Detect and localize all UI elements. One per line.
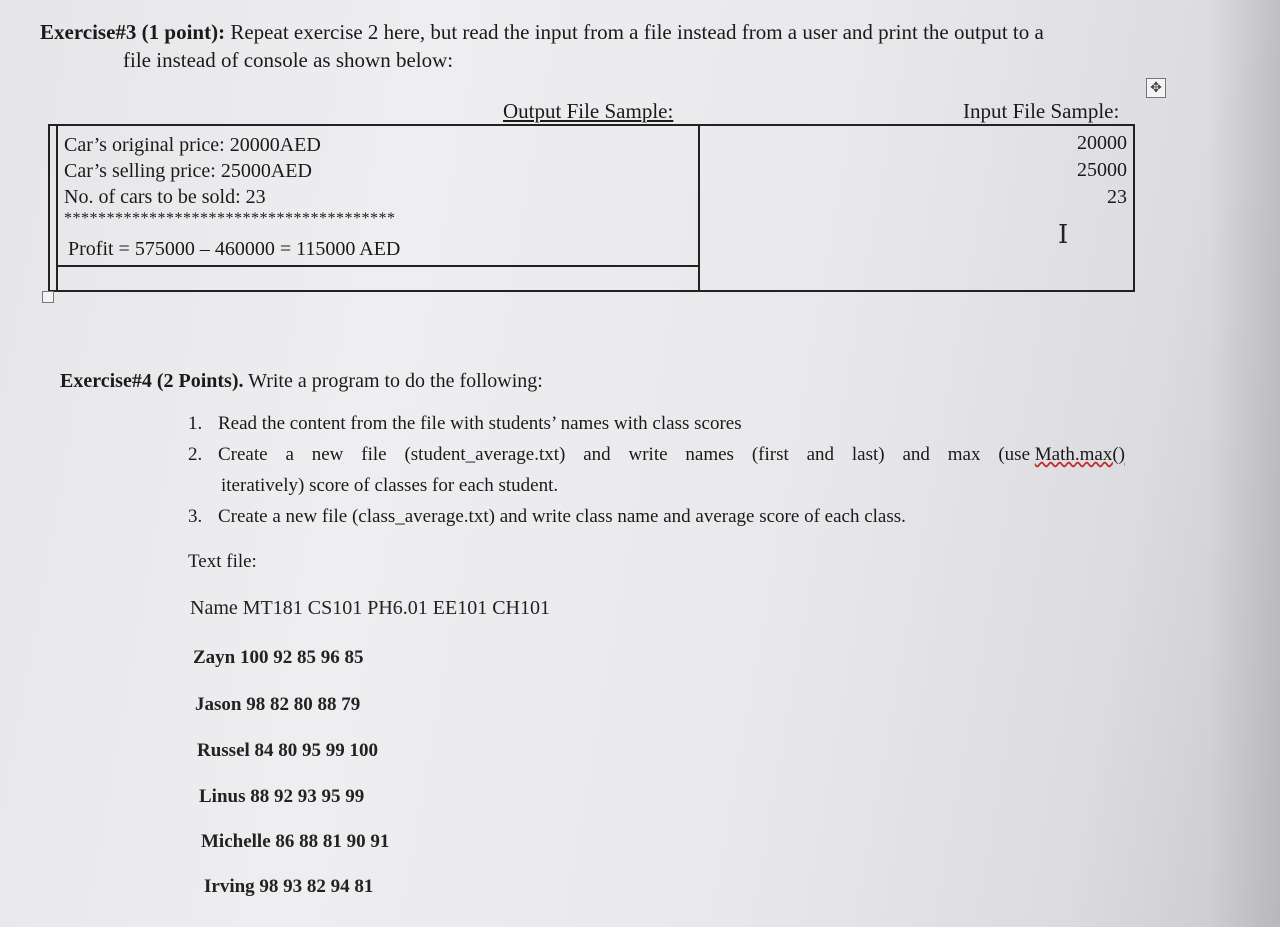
- list-item: [188, 439, 1138, 470]
- word-group: [998, 439, 1125, 470]
- list-item: [188, 501, 1138, 532]
- word: (use: [998, 444, 1031, 465]
- file-row: Linus 88 92 93 95 99: [199, 786, 365, 807]
- table-row-divider: [58, 265, 698, 267]
- file-row: Jason 98 82 80 88 79: [195, 694, 361, 715]
- word: write: [628, 444, 668, 465]
- word: new: [311, 444, 344, 465]
- file-row: Michelle 86 88 81 90 91: [201, 831, 390, 852]
- word: names: [685, 444, 734, 465]
- output-profit-line: Profit = 575000 – 460000 = 115000 AED: [68, 238, 401, 260]
- output-sample-cell: [64, 132, 321, 210]
- word: (student_average.txt): [404, 444, 566, 465]
- word: and: [902, 444, 930, 465]
- exercise3-text-line2: file instead of console as shown below:: [123, 48, 454, 72]
- word: max: [947, 444, 981, 465]
- output-file-header: Output File Sample:: [503, 99, 674, 123]
- exercise3-text-line1: Repeat exercise 2 here, but read the input from a file instead from a user and print the output to a: [225, 20, 1044, 44]
- list-item-number: 3.: [188, 506, 203, 527]
- input-value-selling: 25000: [1077, 159, 1127, 181]
- list-item: [188, 408, 1138, 439]
- input-value-count: 23: [1107, 186, 1127, 208]
- resize-handle-icon[interactable]: [42, 291, 54, 303]
- file-row: Zayn 100 92 85 96 85: [193, 647, 364, 668]
- file-row: Russel 84 80 95 99 100: [197, 740, 379, 761]
- list-item-text-justified: [218, 439, 1125, 470]
- exercise4-task-list: [188, 408, 1138, 532]
- file-row: Irving 98 93 82 94 81: [204, 876, 374, 897]
- list-item-number: 1.: [188, 413, 203, 434]
- move-handle-icon[interactable]: ✥: [1146, 78, 1166, 98]
- exercise4-heading: [60, 370, 543, 393]
- output-line-selling-price: Car’s selling price: 25000AED: [64, 160, 312, 182]
- input-value-original: 20000: [1077, 132, 1127, 154]
- word: last): [851, 444, 885, 465]
- sample-table: [48, 124, 1135, 292]
- word: file: [361, 444, 387, 465]
- text-cursor-icon: I: [1058, 220, 1069, 250]
- math-max-link: Math.max(): [1034, 444, 1125, 465]
- input-file-header: Input File Sample:: [963, 99, 1120, 123]
- file-header-line: Name MT181 CS101 PH6.01 EE101 CH101: [190, 597, 550, 619]
- word: Create: [218, 444, 268, 465]
- output-star-separator: ***************************************: [64, 210, 396, 227]
- page-edge-shadow: [1210, 0, 1280, 927]
- output-line-original-price: Car’s original price: 20000AED: [64, 134, 321, 156]
- list-item-number: 2.: [188, 444, 203, 465]
- exercise4-intro: Write a program to do the following:: [243, 370, 543, 392]
- input-sample-cell: [1077, 130, 1127, 211]
- exercise3-title: Exercise#3 (1 point):: [40, 20, 226, 44]
- word: and: [806, 444, 835, 465]
- exercise4-title: Exercise#4 (2 Points).: [60, 370, 244, 392]
- exercise3-heading: [40, 18, 1160, 74]
- list-item-text: Read the content from the file with students’ names with class scores: [218, 413, 742, 434]
- list-item-continuation: iteratively) score of classes for each student.: [221, 475, 559, 496]
- word: a: [285, 444, 294, 465]
- word: and: [583, 444, 611, 465]
- list-item-text: Create a new file (class_average.txt) and write class name and average score of each class.: [218, 506, 906, 527]
- text-file-label: Text file:: [188, 551, 257, 572]
- word: (first: [751, 444, 789, 465]
- output-line-cars-sold: No. of cars to be sold: 23: [64, 186, 266, 208]
- table-column-divider: [698, 126, 700, 290]
